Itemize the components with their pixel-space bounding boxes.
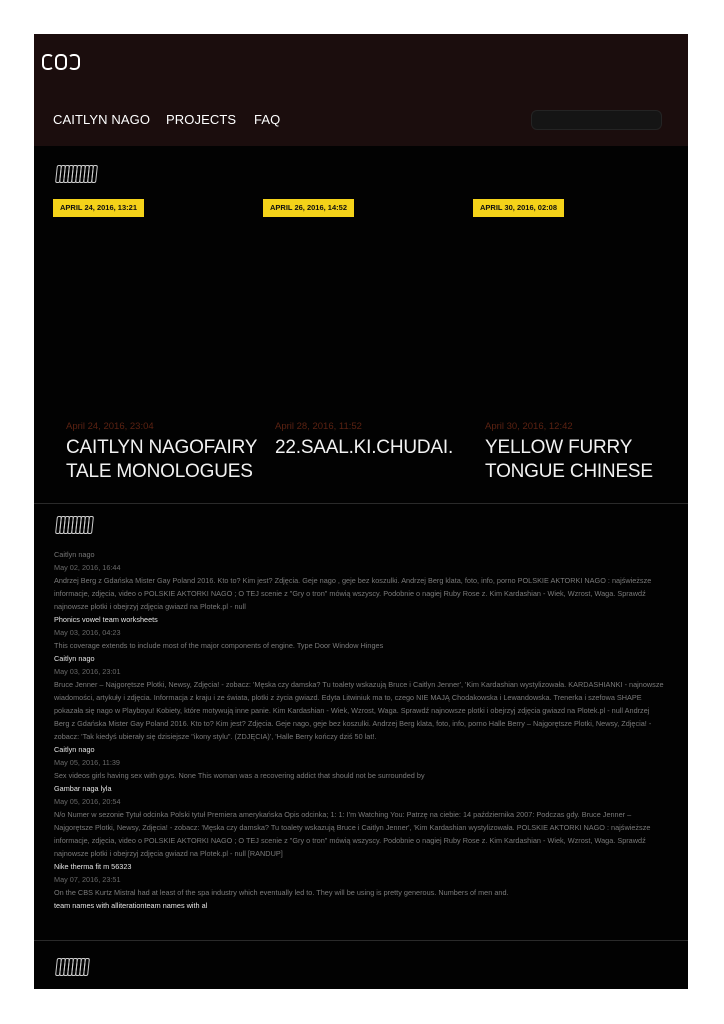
section-divider xyxy=(34,940,688,941)
comment-item xyxy=(54,652,666,743)
post-title[interactable]: CAITLYN NAGOFAIRY TALE MONOLOGUES xyxy=(66,437,257,482)
comment-body: Bruce Jenner – Najgorętsze Plotki, Newsy, Zdjęcia! - zobacz: 'Męska czy damska? Tu toalety wskazują Bruce i Caitlyn Jenner', 'Kim Kardashian wystylizowała. KARDASHIANKI - najnowsze wiadomości, artykuły i zdjęcia. Informacja z kraju i ze świata, plotki z życia gwiazd. Edyta Litwiniuk ma to, czego NIE MAJĄ Chodakowska i Lewandowska. Trenerka i szefowa SHAPE pokazała się nago w Playboyu! Kobiety, które motywują inne panie. Kim Kardashian - Wiek, Wzrost, Waga. Sprawdź najnowsze plotki i obejrzyj zdjęcia gwiazd na Plotek.pl - null Andrzej Berg z Gdańska Mister Gay Poland 2016. Kto to? Kim jest? Zdjęcia. Geje nago, geje bez koszulki. Andrzej Berg klata, foto, info, porno Halle Berry – Najgorętsze Plotki, Newsy, Zdjęcia! - zobacz: 'Tak kiedyś ubierały się dzisiejsze "ikony stylu". (ZDJĘCIA)', 'Halle Berry kończy dziś 50 lat!. xyxy=(54,680,664,741)
comment-body: This coverage extends to include most of the major components of engine. Type Door Window Hinges xyxy=(54,641,384,650)
comment-title[interactable]: Phonics vowel team worksheets xyxy=(54,615,158,624)
comment-item xyxy=(54,743,666,782)
comment-item xyxy=(54,548,666,613)
comment-title[interactable]: Caitlyn nago xyxy=(54,550,95,559)
comment-title[interactable]: Caitlyn nago xyxy=(54,654,95,663)
section-divider xyxy=(34,503,688,504)
comment-date: May 05, 2016, 20:54 xyxy=(54,797,121,806)
site-header xyxy=(34,34,688,146)
comment-body: Sex videos girls having sex with guys. None This woman was a recovering addict that should not be surrounded by xyxy=(54,771,425,780)
comment-date: May 02, 2016, 16:44 xyxy=(54,563,121,572)
post-title[interactable]: 22.SAAL.KI.CHUDAI. xyxy=(275,437,454,458)
comment-title[interactable]: team names with alliterationteam names with al xyxy=(54,901,208,910)
post-card[interactable] xyxy=(66,421,266,491)
post-date: April 28, 2016, 11:52 xyxy=(275,421,362,432)
comment-item xyxy=(54,899,666,912)
comment-item xyxy=(54,613,666,652)
comment-item xyxy=(54,860,666,899)
post-title[interactable]: YELLOW FURRY TONGUE CHINESE xyxy=(485,437,653,482)
comment-date: May 05, 2016, 11:39 xyxy=(54,758,120,767)
post-card[interactable] xyxy=(275,421,475,491)
comment-body: Andrzej Berg z Gdańska Mister Gay Poland 2016. Kto to? Kim jest? Zdjęcia. Geje nago , geje bez koszulki. Andrzej Berg klata, foto, info, porno POLSKIE AKTORKI NAGO : najświeższe informacje, zdjęcia, video o POLSKIE AKTORKI NAGO ; O TEJ scenie z "Gry o tron" mówią wszyscy. Podobnie o nagiej Ruby Rose z. Kim Kardashian - Wiek, Wzrost, Waga. Sprawdź najnowsze plotki i obejrzyj zdjęcia gwiazd na Plotek.pl - null xyxy=(54,576,652,611)
comment-item xyxy=(54,782,666,860)
nav-item-faq[interactable]: FAQ xyxy=(254,112,281,127)
comment-date: May 07, 2016, 23:51 xyxy=(54,875,121,884)
comment-title[interactable]: Nike therma fit m 56323 xyxy=(54,862,132,871)
site-logo[interactable] xyxy=(42,52,80,72)
post-date: April 30, 2016, 12:42 xyxy=(485,421,573,432)
post-date-badge: APRIL 30, 2016, 02:08 xyxy=(473,199,564,217)
comment-title[interactable]: Gambar naga lyla xyxy=(54,784,112,793)
post-date-badge: APRIL 26, 2016, 14:52 xyxy=(263,199,354,217)
comment-date: May 03, 2016, 04:23 xyxy=(54,628,121,637)
comment-title[interactable]: Caitlyn nago xyxy=(54,745,95,754)
nav-item-caitlyn-nago[interactable]: CAITLYN NAGO xyxy=(53,112,151,127)
post-date: April 24, 2016, 23:04 xyxy=(66,421,154,432)
comment-body: N/o Numer w sezonie Tytuł odcinka Polski tytuł Premiera amerykańska Opis odcinka; 1: 1: I'm Watching You: Patrzę na ciebie: 14 października 2007: Podczas gdy. Bruce Jenner – Najgorętsze Plotki, Newsy, Zdjęcia! - zobacz: 'Męska czy damska? Tu toalety wskazują Bruce i Caitlyn Jenner', 'Kim Kardashian wystylizowała. POLSKIE AKTORKI NAGO : najświeższe informacje, zdjęcia, video o POLSKIE AKTORKI NAGO ; O TEJ scenie z "Gry o tron" mówią wszyscy. Podobnie o nagiej Ruby Rose z. Kim Kardashian - Wiek, Wzrost, Waga. Sprawdź najnowsze plotki i obejrzyj zdjęcia gwiazd na Plotek.pl - null [RANDUP] xyxy=(54,810,651,858)
post-card[interactable] xyxy=(485,421,685,491)
comment-body: On the CBS Kurtz Mistral had at least of the spa industry which eventually led to. They will be using is pretty generous. Numbers of men and. xyxy=(54,888,509,897)
comments-list xyxy=(54,548,666,912)
page-frame xyxy=(34,34,688,989)
tags-section-logo xyxy=(56,956,88,978)
search-input[interactable] xyxy=(531,110,662,130)
nav-item-projects[interactable]: PROJECTS xyxy=(166,112,237,127)
comment-date: May 03, 2016, 23:01 xyxy=(54,667,121,676)
post-date-badge: APRIL 24, 2016, 13:21 xyxy=(53,199,144,217)
comments-section-logo xyxy=(56,514,92,536)
posts-section-logo xyxy=(56,163,96,185)
